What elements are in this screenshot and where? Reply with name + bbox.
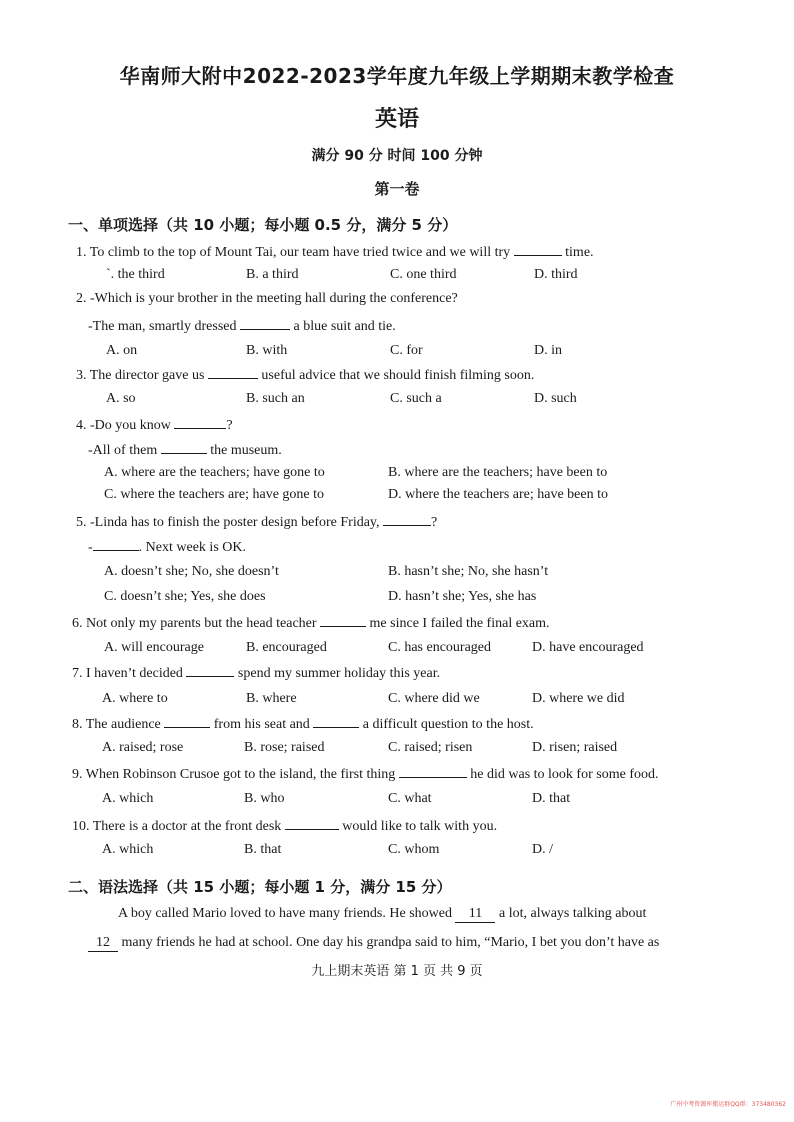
question-3: 3. The director gave us useful advice that we should finish filming soon. xyxy=(76,368,535,383)
q4-option-c: C. where the teachers are; have gone to xyxy=(104,487,325,502)
q9-option-b: B. who xyxy=(244,791,285,806)
q10-option-c: C. whom xyxy=(388,842,440,857)
q4-option-b: B. where are the teachers; have been to xyxy=(388,465,608,480)
question-5-reply: - . Next week is OK. xyxy=(88,540,246,555)
q1-option-c: C. one third xyxy=(390,267,457,282)
q5-option-b: B. hasn’t she; No, she hasn’t xyxy=(388,564,549,579)
q7-option-d: D. where we did xyxy=(532,691,625,706)
question-1: 1. To climb to the top of Mount Tai, our team have tried twice and we will try time. xyxy=(76,245,594,260)
q9-option-c: C. what xyxy=(388,791,432,806)
q8-option-c: C. raised; risen xyxy=(388,740,473,755)
question-4: 4. -Do you know ? xyxy=(76,418,233,433)
question-9: 9. When Robinson Crusoe got to the island, the first thing he did was to look for some food. xyxy=(72,767,659,782)
q2-option-b: B. with xyxy=(246,343,288,358)
volume-label: 第一卷 xyxy=(374,180,420,198)
q6-option-a: A. will encourage xyxy=(104,640,204,655)
subject-title: 英语 xyxy=(374,107,419,132)
q9-option-d: D. that xyxy=(532,791,571,806)
q7-option-c: C. where did we xyxy=(388,691,480,706)
q8-option-b: B. rose; raised xyxy=(244,740,325,755)
question-6: 6. Not only my parents but the head teacher me since I failed the final exam. xyxy=(72,616,550,631)
passage-line-2: 12 many friends he had at school. One day his grandpa said to him, “Mario, I bet you don’t have as xyxy=(88,935,659,952)
q8-option-d: D. risen; raised xyxy=(532,740,618,755)
q7-option-a: A. where to xyxy=(102,691,168,706)
q5-option-a: A. doesn’t she; No, she doesn’t xyxy=(104,564,279,579)
exam-info: 满分 90 分 时间 100 分钟 xyxy=(311,148,483,164)
page-footer: 九上期末英语 第 1 页 共 9 页 xyxy=(311,964,483,979)
question-10: 10. There is a doctor at the front desk would like to talk with you. xyxy=(72,819,498,834)
q2-option-c: C. for xyxy=(390,343,423,358)
exam-title: 华南师大附中2022-2023学年度九年级上学期期末教学检查 xyxy=(119,64,675,88)
question-5: 5. -Linda has to finish the poster design before Friday, ? xyxy=(76,515,438,530)
question-8: 8. The audience from his seat and a difficult question to the host. xyxy=(72,717,534,732)
q3-option-c: C. such a xyxy=(390,391,442,406)
q1-option-b: B. a third xyxy=(246,267,299,282)
q3-option-d: D. such xyxy=(534,391,577,406)
question-2-reply: -The man, smartly dressed a blue suit and tie. xyxy=(88,319,396,334)
q1-option-a: `. the third xyxy=(106,267,165,282)
question-7: 7. I haven’t decided spend my summer holiday this year. xyxy=(72,666,441,681)
q6-option-c: C. has encouraged xyxy=(388,640,492,655)
q5-option-d: D. hasn’t she; Yes, she has xyxy=(388,589,537,604)
q8-option-a: A. raised; rose xyxy=(102,740,184,755)
question-4-reply: -All of them the museum. xyxy=(88,443,282,458)
q4-option-d: D. where the teachers are; have been to xyxy=(388,487,608,502)
q4-option-a: A. where are the teachers; have gone to xyxy=(104,465,325,480)
q2-option-d: D. in xyxy=(534,343,562,358)
section-1-title: 一、单项选择（共 10 小题；每小题 0.5 分，满分 5 分） xyxy=(68,216,458,234)
q6-option-b: B. encouraged xyxy=(246,640,327,655)
q1-option-d: D. third xyxy=(534,267,578,282)
q7-option-b: B. where xyxy=(246,691,297,706)
passage-line-1: A boy called Mario loved to have many friends. He showed 11 a lot, always talking about xyxy=(118,906,647,921)
q6-option-d: D. have encouraged xyxy=(532,640,644,655)
q5-option-c: C. doesn’t she; Yes, she does xyxy=(104,589,266,604)
q10-option-a: A. which xyxy=(102,842,154,857)
q9-option-a: A. which xyxy=(102,791,154,806)
q2-option-a: A. on xyxy=(106,343,138,358)
q3-option-b: B. such an xyxy=(246,391,305,406)
q10-option-d: D. / xyxy=(532,842,553,857)
question-2: 2. -Which is your brother in the meeting hall during the conference? xyxy=(76,291,458,306)
section-2-title: 二、语法选择（共 15 小题；每小题 1 分，满分 15 分） xyxy=(68,878,452,896)
q3-option-a: A. so xyxy=(106,391,136,406)
q10-option-b: B. that xyxy=(244,842,282,857)
watermark: 广州中考资源库搬运群QQ群：373480362 xyxy=(670,1101,786,1108)
